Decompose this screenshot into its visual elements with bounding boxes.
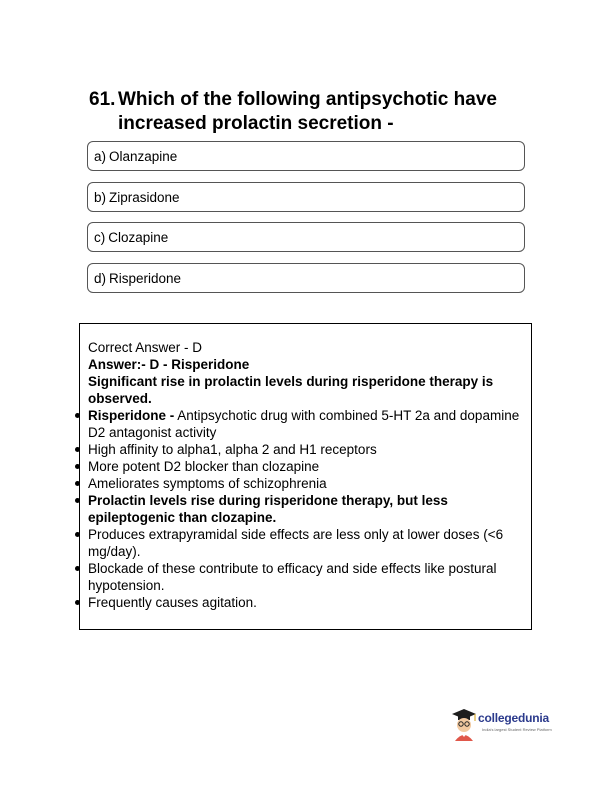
question (89, 88, 559, 136)
option-key: a) (94, 149, 107, 164)
option-c[interactable] (87, 222, 525, 252)
option-key: b) (94, 190, 107, 205)
collegedunia-logo (451, 707, 571, 743)
bullet-icon (75, 532, 80, 537)
option-key: d) (94, 271, 107, 286)
list-item-text: Ameliorates symptoms of schizophrenia (88, 476, 327, 491)
logo-brand: collegedunia (478, 711, 549, 725)
question-number: 61. (89, 89, 116, 110)
bullet-icon (75, 600, 80, 605)
option-key: c) (94, 230, 106, 245)
list-item (88, 526, 528, 560)
bullet-icon (75, 498, 80, 503)
list-item-text: Blockade of these contribute to efficacy and side effects like postural hypotension. (88, 561, 497, 593)
logo-tagline: India's largest Student Review Platform (482, 727, 552, 732)
list-item (88, 492, 528, 526)
answer-line: Answer:- D - Risperidone (88, 357, 250, 372)
option-text: Risperidone (109, 271, 182, 286)
list-item (88, 407, 528, 441)
answer-box (79, 323, 532, 630)
list-item-text: Produces extrapyramidal side effects are less only at lower doses (<6 mg/day). (88, 527, 504, 559)
option-text: Clozapine (108, 230, 169, 245)
list-item (88, 594, 528, 611)
list-item-bold: Prolactin levels rise during risperidone therapy, but less epileptogenic than clozapine. (88, 493, 448, 525)
option-b[interactable] (87, 182, 525, 212)
bullet-icon (75, 413, 80, 418)
graduate-mascot-icon (451, 707, 477, 741)
bullet-icon (75, 481, 80, 486)
bullet-icon (75, 464, 80, 469)
question-text: Which of the following antipsychotic have increased prolactin secretion - (118, 89, 497, 134)
list-item-bold: Risperidone - (88, 408, 175, 423)
list-item (88, 475, 528, 492)
answer-content (88, 339, 528, 611)
explanation-list (88, 407, 528, 611)
list-item-text: Antipsychotic drug with combined 5-HT 2a and dopamine D2 antagonist activity (88, 408, 520, 440)
option-d[interactable] (87, 263, 525, 293)
option-text: Ziprasidone (109, 190, 180, 205)
list-item-text: Frequently causes agitation. (88, 595, 257, 610)
answer-summary: Significant rise in prolactin levels during risperidone therapy is observed. (88, 374, 494, 406)
bullet-icon (75, 447, 80, 452)
list-item (88, 560, 528, 594)
option-a[interactable] (87, 141, 525, 171)
list-item-text: High affinity to alpha1, alpha 2 and H1 receptors (88, 442, 377, 457)
list-item-text: More potent D2 blocker than clozapine (88, 459, 320, 474)
list-item (88, 441, 528, 458)
list-item (88, 458, 528, 475)
option-text: Olanzapine (109, 149, 178, 164)
correct-answer-label: Correct Answer - D (88, 340, 203, 355)
bullet-icon (75, 566, 80, 571)
